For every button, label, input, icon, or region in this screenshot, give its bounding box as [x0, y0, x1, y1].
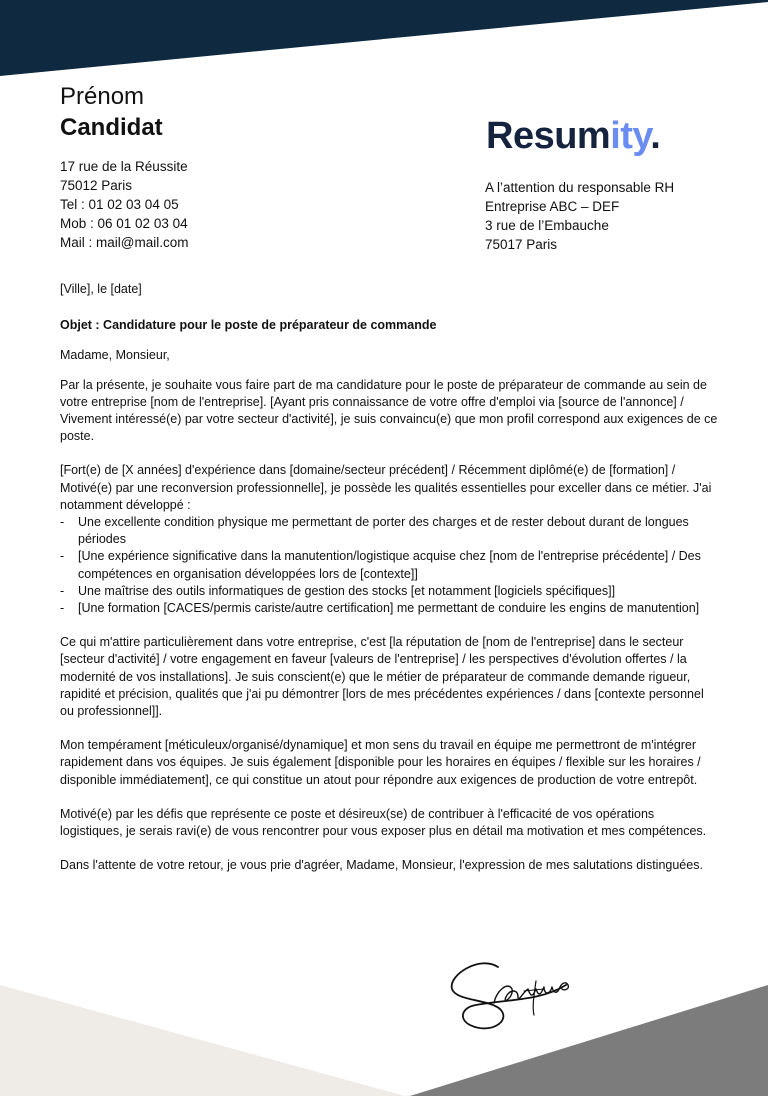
sender-city: 75012 Paris [60, 178, 133, 193]
sender-email: Mail : mail@mail.com [60, 235, 189, 250]
letter-salutation: Madame, Monsieur, [60, 348, 170, 363]
sender-mobile: Mob : 06 01 02 03 04 [60, 216, 188, 231]
letter-paragraph-temperament: Mon tempérament [méticuleux/organisé/dynamique] et mon sens du travail en équipe me permettront de m'intégrer rapidement dans vos équipes. Je suis également [disponible pour les horaires en équipes / flexible sur les horaires / disponible immédiatement], ce qui constitue un atout pour répondre aux exigences de production de votre entrepôt. [60, 738, 701, 787]
bullet-dash: - [60, 583, 65, 598]
candidate-last-name: Candidat [60, 114, 163, 141]
skills-list-item [60, 583, 720, 600]
skills-list-item [60, 600, 720, 617]
logo-text-part2: ity [610, 115, 651, 157]
skills-list-item [60, 548, 720, 582]
letter-paragraph-politeness: Dans l'attente de votre retour, je vous prie d'agréer, Madame, Monsieur, l'expression de mes salutations distinguées. [60, 858, 703, 873]
top-banner [0, 0, 768, 76]
bullet-dash: - [60, 549, 65, 564]
recipient-attention: A l’attention du responsable RH [485, 180, 675, 195]
logo-text-part1: Resum [486, 115, 611, 157]
sender-street: 17 rue de la Réussite [60, 159, 188, 174]
recipient-street: 3 rue de l’Embauche [485, 218, 609, 233]
recipient-address-block [485, 178, 674, 254]
skills-list-item [60, 514, 720, 548]
handwritten-signature [440, 945, 600, 1045]
bullet-dash: - [60, 601, 65, 616]
letter-body [60, 281, 720, 874]
letter-paragraph-experience: [Fort(e) de [X années] d'expérience dans [domaine/secteur précédent] / Récemment diplômé(e) de [formation] / Motivé(e) par une reconversion professionnelle], je possède les qualités essentielles pour exceller dans ce métier. J'ai notamment développé : [60, 463, 712, 512]
skills-list-item-text: [Une expérience significative dans la manutention/logistique acquise chez [nom de l'entreprise précédente] / Des compétences en organisation développées lors de [contexte]] [78, 549, 701, 581]
letter-subject: Objet : Candidature pour le poste de préparateur de commande [60, 318, 437, 333]
skills-list-item-text: Une maîtrise des outils informatiques de gestion des stocks [et notamment [logiciels spécifiques]] [78, 583, 616, 598]
skills-list [60, 514, 720, 617]
sender-phone: Tel : 01 02 03 04 05 [60, 197, 179, 212]
letter-paragraph-closing: Motivé(e) par les défis que représente ce poste et désireux(se) de contribuer à l'efficacité de vos opérations logistiques, je serais ravi(e) de vous rencontrer pour vous exposer plus en détail ma motivation et mes compétences. [60, 806, 707, 839]
bullet-dash: - [60, 515, 65, 530]
letter-paragraph-motivation: Ce qui m'attire particulièrement dans votre entreprise, c'est [la réputation de [nom de l'entreprise] dans le secteur [secteur d'activité] / votre engagement en faveur [valeurs de l'entreprise] / les perspectives d'évolution offertes / la modernité de vos installations]. Je suis conscient(e) que le métier de préparateur de commande demande rigueur, rapidité et précision, qualités que j'ai pu démontrer [lors de mes précédentes expériences / dans [contexte personnel ou professionnel]]. [60, 635, 704, 719]
recipient-city: 75017 Paris [485, 237, 558, 252]
skills-list-item-text: [Une formation [CACES/permis cariste/autre certification] me permettant de conduire les engins de manutention] [78, 601, 700, 616]
resumity-logo [486, 112, 660, 160]
letter-paragraph-intro: Par la présente, je souhaite vous faire part de ma candidature pour le poste de préparateur de commande au sein de votre entreprise [nom de l'entreprise]. [Ayant pris connaissance de votre offre d'emploi via [source de l'annonce] / Vivement intéressé(e) par votre secteur d'activité], je suis convaincu(e) que mon profil correspond aux exigences de ce poste. [60, 377, 718, 444]
skills-list-item-text: Une excellente condition physique me permettant de porter des charges et de rester debout durant de longues périodes [78, 515, 689, 547]
recipient-company: Entreprise ABC – DEF [485, 199, 620, 214]
candidate-first-name: Prénom [60, 83, 145, 110]
letter-date: [Ville], le [date] [60, 282, 142, 296]
sender-address-block [60, 157, 188, 252]
logo-text-part3: . [650, 115, 661, 157]
bottom-light-band [0, 985, 405, 1096]
